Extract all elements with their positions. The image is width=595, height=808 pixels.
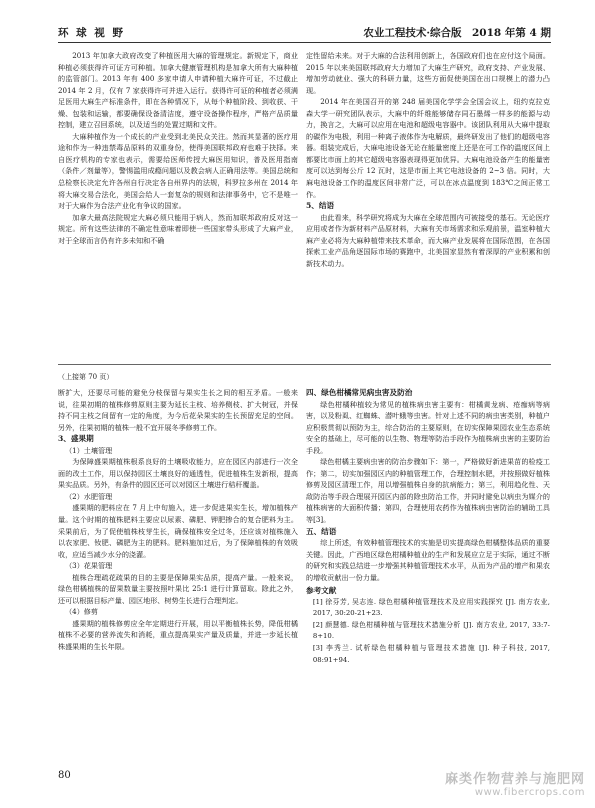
subsection-heading: （3）花果管理 xyxy=(65,561,113,571)
paragraph: 植株合理疏花疏果的目的主要是保障果实品质，提高产量。一般来说，绿色柑橘植株的留果数量主要按照叶果比 25:1 进行计算留取。除此之外，还可以根据目标产量、园区地形、树势生长进行合理判定。 xyxy=(58,572,298,605)
bottom-right-column xyxy=(306,387,550,666)
continuation-label: （上接第 70 页） xyxy=(58,373,114,381)
section-heading: 5、结语 xyxy=(306,201,335,211)
article-separator xyxy=(58,364,551,365)
paragraph: 断扩大，还要尽可能的避免分枝保留与果实生长之间的相互矛盾。一般来说，往果初期的植株修剪原则主要为延长主枝、培养侧枝、扩大树冠，并保持不同主枝之间留有一定的角度，为今后花朵果实的生长预留充足的空间。另外，往果初期的植株一般不宜开展冬季修剪工作。 xyxy=(58,388,298,432)
top-left-column xyxy=(58,50,298,246)
paragraph: 2014 年在美国召开的第 248 届美国化学学会全国会议上，纽约克拉克森大学一研究团队表示，大麻中的纤维能够储存同石墨烯一样多的能源与动力，换言之，大麻可以应用在电池和超级电容器中。该团队利用从大麻中提取的碳作为电极，利用一种离子液体作为电解质，最终研发出了他们的超级电容器。组装完成后，大麻电池设备无论在能量密度上还是在可工作的温度区间上都要比市面上的其它超级电容器表现得更加优异。大麻电池设备产生的能量密度可以达到每公斤 12 瓦时，这是市面上其它电池设备的 2~3 倍。同时，大麻电池设备工作的温度区间非常广泛，可以在冰点温度到 183℃之间正常工作。 xyxy=(306,97,550,199)
paragraph: 定性留给未来。对于大麻的合法利用创新上，各国政府们也在应付这个局面。2015 年以来美国联邦政府大力增加了大麻生产研究，政府支持、产业发展、增加劳动就业、强大的科研力量，这些方面促使美国在出口规模上的潜力凸现。 xyxy=(306,51,550,95)
reference-item: [1] 徐芬芳, 吴志连. 绿色柑橘种植管理技术及应用实践探究 [J]. 南方农业, 2017, 30:20-21+23. xyxy=(312,597,550,618)
section-heading: 五、结语 xyxy=(306,526,337,536)
paragraph: 绿色柑橘种植较为常见的植株病虫害主要有：柑橘黄龙病、疮痂病等病害，以及粉虱、红蜘蛛、潜叶蛾等虫害。针对上述不同的病虫害类别，种植户应积极贯彻以预防为主，综合防治的主要原则，在切实保障果园农业生态系统安全的基础上，尽可能的以生物、物理等防治手段作为植株病虫害的主要防治手段。 xyxy=(306,399,550,455)
subsection-heading: （4）修剪 xyxy=(65,607,98,617)
top-right-column xyxy=(306,50,550,269)
watermark-url: www.fibercrops.com xyxy=(474,787,585,798)
reference-item: [2] 颜慧德. 绿色柑橘种植与管理技术措施分析 [J]. 南方农业, 2017, 33:7-8+10. xyxy=(312,620,550,641)
reference-item: [3] 李秀兰. 试析绿色柑橘种植与管理技术措施 [J]. 种子科技, 2017, 08:91+94. xyxy=(312,644,550,664)
watermark xyxy=(445,768,585,798)
journal-title: 农业工程技术·综合版 2018 年第 4 期 xyxy=(363,27,551,39)
paragraph: 绿色柑橘主要病虫害的防治步骤如下：第一，严格做好新进果苗的检疫工作；第二，切实加强园区内的种植管理工作，合理控制水肥，并按照做好植株修剪及园区清理工作，用以增强植株自身的抗病能力；第三，利用趋化性、天敌防治等手段合理展开园区内部的除虫防治工作，并同时避免以病虫为媒介的植株病害的大面积传播；第四，合理使用农药作为植株病虫害防治的辅助工具等[3]。 xyxy=(306,457,550,525)
references-heading: 参考文献 xyxy=(306,586,337,596)
paragraph: 加拿大最高法院规定大麻必须只能用于病人，然而加联邦政府反对这一规定。所有这些法律的不确定性意味着即使一些国家带头形成了大麻产业，对于全球而言仍有许多未知和不确 xyxy=(58,212,298,245)
paragraph: 盛果期的肥料应在 7 月上中旬施入，进一步促进果实生长，增加植株产量。这个时期的植株肥料主要应以尿素、磷肥、钾肥掺合的复合肥料为主。采果前后，为了促使植株枝芽生长，确保植株安全过冬，还应该对植株施入以农家肥、钕肥、磷肥为主的肥料。肥料施加过后，为了保障植株的有效吸收，应适当减少水分的浇灌。 xyxy=(58,503,298,559)
paragraph: 由此看来，科学研究将成为大麻在全球范围内可被接受的基石。无论医疗应用或者作为新材料产品原材料，大麻有关市场需求和乐观前景，温室种植大麻产业必将为大麻种植带来技术革命，而大麻产业发展将在国际范围，在各国探索工业产品角逐国际市场的赛跑中，北美国家显然有着深厚的产业积累和创新技术动力。 xyxy=(306,212,550,268)
paragraph: 综上所述，有效种植管理技术的实施是切实提高绿色柑橘整体品质的重要关键。因此，广西地区绿色柑橘种植业的生产和发展应立足于实际，通过不断的研究和实践总结进一步增强其种植管理技术水平，从而为产品的增产和果农的增收贡献出一份力量。 xyxy=(306,538,550,582)
section-title: 环 球 视 野 xyxy=(58,27,125,39)
subsection-heading: （2）水肥管理 xyxy=(65,491,113,501)
paragraph: 盛果期的植株修剪应全年定期进行开展，用以平衡植株长势，降低柑橘植株不必要的营养流失和消耗，重点提高果实产量及质量，并进一步延长植株盛果期的生长年限。 xyxy=(58,618,298,652)
paragraph: 为保障盛果期植株根系良好的土壤吸收能力，应在园区内部进行一次全面的改土工作，用以保持园区土壤良好的通透性，促进植株生发新根，提高果实品质。另外，有条件的园区还可以对园区土壤进行秸秆覆盖。 xyxy=(58,457,298,490)
page-number: 80 xyxy=(58,770,71,781)
section-heading: 3、盛果期 xyxy=(58,434,94,444)
watermark-title: 麻类作物营养与施肥网 xyxy=(444,772,585,787)
running-header xyxy=(58,24,551,43)
bottom-left-column xyxy=(58,387,298,653)
section-heading: 四、绿色柑橘常见病虫害及防治 xyxy=(306,388,413,397)
paragraph: 2013 年加拿大政府改变了种植医用大麻的管理规定。新规定下，商业种植必须获得许可证方可种植。加拿大健康管理机构是加拿大所有大麻种植的监管部门。2013 年有 400 多家申请人申请种植大麻许可证，不过截止 2014 年 2 月，仅有 7 家获得许可并进入运行。获得许可证的种植者必须满足医用大麻生产标准条件，即在各种情况下，从每个种植阶段、到收获、干燥、包装和运输，都要确保设备清洁度，遵守设备操作程序，严格产品质量控制，建立召回系统，以及适当的处置过期和文件。 xyxy=(58,51,298,130)
subsection-heading: （1）土壤管理 xyxy=(65,445,113,455)
paragraph: 大麻种植作为一个成长的产业受到北美民众关注。然而其显著的医疗用途和作为一种违禁毒品原料的双重身份，使得美国联邦政府也难于抉择。来自医疗机构的专家也表示，需要给医师传授大麻医用知识，普及医用指南（条件／剂量等），警惕滥用成瘾问题以及教会病人正确用法等。美国总统和总检察长决定允许各州自行决定各自州界内的法规，科罗拉多州在 2014 年将大麻交易合法化，美国会给人一套复杂的规则和法律事务中，它不是唯一对于大麻作为合法产业化有争议的国家。 xyxy=(58,131,298,211)
